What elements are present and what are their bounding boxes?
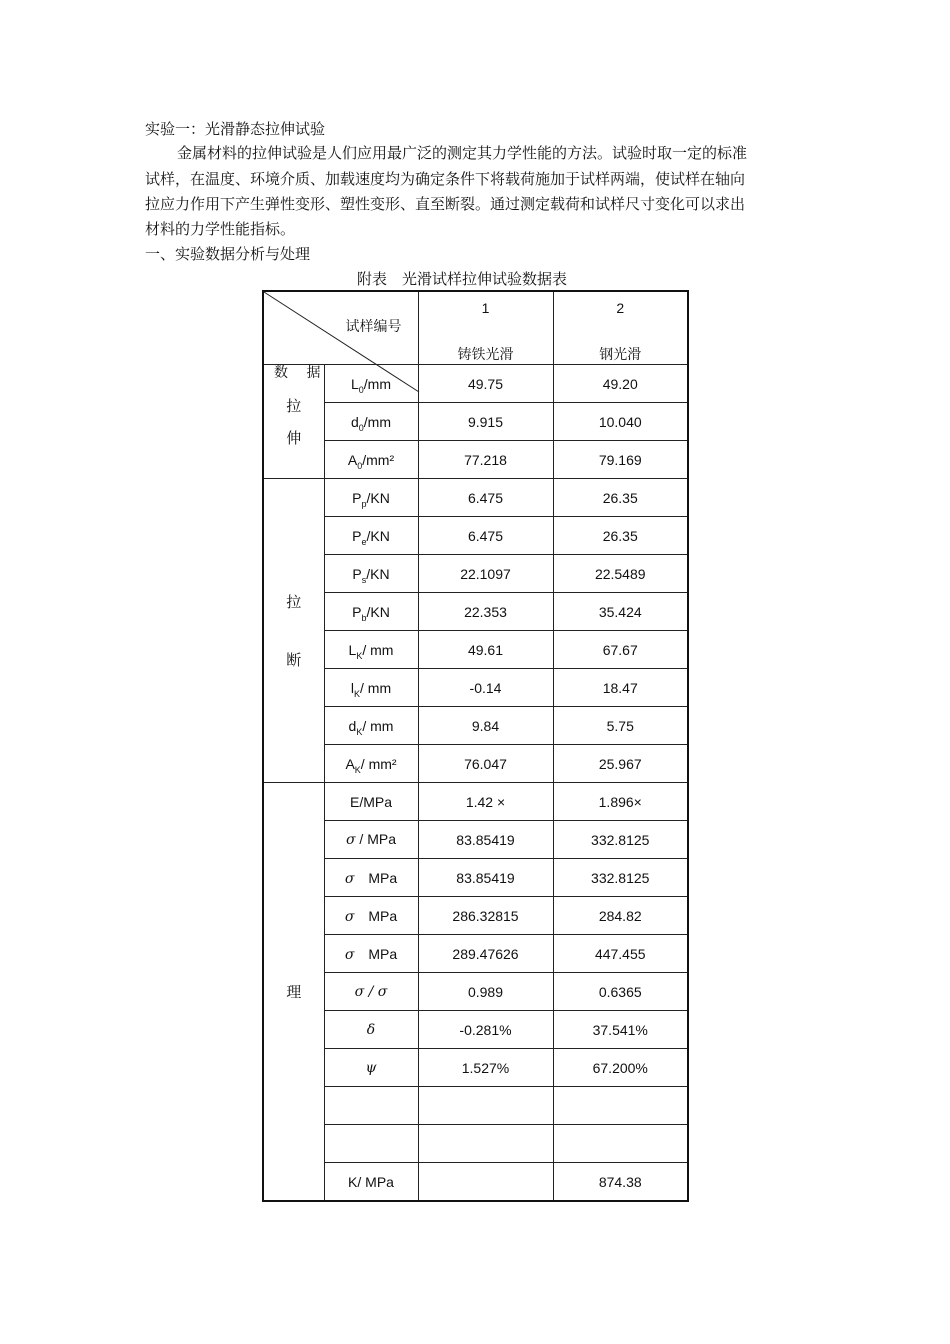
specimen-2-material: 钢光滑 — [599, 347, 642, 363]
quantity-cell — [324, 783, 418, 821]
value-cell-specimen-2: 447.455 — [553, 935, 688, 973]
quantity-unit: / mm² — [360, 755, 397, 772]
quantity-unit: /mm — [363, 375, 392, 392]
quantity-cell — [324, 517, 418, 555]
value-cell-specimen-1: 76.047 — [418, 745, 553, 783]
quantity-cell — [324, 935, 418, 973]
quantity-cell — [324, 973, 418, 1011]
table-row — [263, 631, 688, 669]
quantity-cell — [324, 821, 418, 859]
quantity-symbol: σ — [344, 908, 355, 925]
quantity-unit: /KN — [366, 603, 390, 620]
value-cell-specimen-2: 49.20 — [553, 365, 688, 403]
value-cell-specimen-1 — [418, 1125, 553, 1163]
value-cell-specimen-1: 77.218 — [418, 441, 553, 479]
value-cell-specimen-2: 67.67 — [553, 631, 688, 669]
group-label-process — [263, 783, 324, 1202]
specimen-1-header — [418, 291, 553, 365]
quantity-symbol: A — [345, 755, 355, 772]
quantity-subscript: p — [361, 498, 367, 509]
quantity-symbol: σ — [354, 984, 365, 1000]
value-cell-specimen-2: 332.8125 — [553, 821, 688, 859]
value-cell-specimen-1: 1.527% — [418, 1049, 553, 1087]
quantity-symbol: L — [348, 641, 357, 658]
value-cell-specimen-2: 0.6365 — [553, 973, 688, 1011]
quantity-subscript: 0 — [358, 422, 364, 433]
value-cell-specimen-1 — [418, 1087, 553, 1125]
quantity-symbol: d — [350, 413, 359, 430]
table-row — [263, 821, 688, 859]
value-cell-specimen-2: 18.47 — [553, 669, 688, 707]
quantity-cell — [324, 479, 418, 517]
value-cell-specimen-2: 5.75 — [553, 707, 688, 745]
diagonal-header-cell — [263, 291, 418, 381]
value-cell-specimen-2: 35.424 — [553, 593, 688, 631]
value-cell-specimen-2: 26.35 — [553, 479, 688, 517]
quantity-symbol: d — [348, 717, 357, 734]
quantity-symbol: E/MPa — [349, 793, 392, 810]
table-row — [263, 897, 688, 935]
quantity-unit: /mm — [363, 413, 392, 430]
data-label: 数 据 — [274, 365, 321, 381]
table-row — [263, 707, 688, 745]
table-row — [263, 555, 688, 593]
quantity-cell — [324, 1087, 418, 1125]
group-label-text: 断 — [286, 650, 302, 669]
quantity-unit: / σ — [364, 984, 388, 1000]
quantity-cell — [324, 403, 418, 441]
document-title: 实验一：光滑静态拉伸试验 — [145, 120, 326, 138]
value-cell-specimen-2 — [553, 1125, 688, 1163]
value-cell-specimen-1: 9.84 — [418, 707, 553, 745]
quantity-symbol: K/ MPa — [348, 1173, 394, 1190]
group-label-text: 拉 — [286, 396, 302, 415]
group-label-text: 理 — [286, 982, 302, 1001]
table-row — [263, 517, 688, 555]
quantity-cell — [324, 1125, 418, 1163]
quantity-unit: / mm — [362, 717, 394, 734]
quantity-symbol: ψ — [365, 1060, 377, 1076]
value-cell-specimen-2: 1.896× — [553, 783, 688, 821]
table-caption: 附表 光滑试样拉伸试验数据表 — [357, 270, 568, 288]
section-heading: 一、实验数据分析与处理 — [145, 245, 311, 263]
table-row — [263, 1087, 688, 1125]
quantity-cell — [324, 1163, 418, 1202]
group-label-text: 伸 — [286, 428, 302, 447]
value-cell-specimen-1: 0.989 — [418, 973, 553, 1011]
quantity-subscript: b — [361, 612, 367, 623]
specimen-1-number: 1 — [481, 300, 490, 316]
value-cell-specimen-1: 9.915 — [418, 403, 553, 441]
value-cell-specimen-1: 6.475 — [418, 517, 553, 555]
quantity-unit: /mm² — [362, 451, 395, 468]
table-row — [263, 441, 688, 479]
paragraph-line-2: 试样，在温度、环境介质、加载速度均为确定条件下将载荷施加于试样两端，使试样在轴向 — [145, 170, 746, 188]
value-cell-specimen-2: 10.040 — [553, 403, 688, 441]
specimen-2-header — [553, 291, 688, 365]
quantity-symbol: L — [350, 375, 359, 392]
table-row — [263, 1049, 688, 1087]
quantity-symbol: P — [352, 489, 362, 506]
value-cell-specimen-1: 83.85419 — [418, 859, 553, 897]
quantity-subscript: K — [356, 650, 363, 661]
group-label-break — [263, 479, 324, 783]
quantity-cell — [324, 669, 418, 707]
quantity-symbol: P — [352, 527, 362, 544]
quantity-cell — [324, 555, 418, 593]
quantity-unit: MPa — [354, 907, 398, 924]
value-cell-specimen-2: 26.35 — [553, 517, 688, 555]
value-cell-specimen-1: 22.1097 — [418, 555, 553, 593]
value-cell-specimen-2: 22.5489 — [553, 555, 688, 593]
quantity-symbol: P — [352, 565, 362, 582]
value-cell-specimen-1 — [418, 1163, 553, 1202]
table-header-row — [263, 291, 688, 365]
paragraph-line-3: 拉应力作用下产生弹性变形、塑性变形、直至断裂。通过测定载荷和试样尺寸变化可以求出 — [145, 195, 746, 213]
quantity-unit: /KN — [366, 565, 390, 582]
table-row — [263, 935, 688, 973]
quantity-cell — [324, 1011, 418, 1049]
quantity-unit: / mm — [362, 641, 394, 658]
tensile-data-table — [262, 290, 689, 1202]
value-cell-specimen-1: 49.61 — [418, 631, 553, 669]
value-cell-specimen-1: 83.85419 — [418, 821, 553, 859]
value-cell-specimen-1: 289.47626 — [418, 935, 553, 973]
paragraph-line-1: 金属材料的拉伸试验是人们应用最广泛的测定其力学性能的方法。试验时取一定的标准 — [177, 144, 748, 162]
table-row — [263, 859, 688, 897]
quantity-symbol: σ — [344, 946, 355, 963]
quantity-cell — [324, 897, 418, 935]
quantity-subscript: 0 — [358, 384, 364, 395]
table-row — [263, 479, 688, 517]
quantity-symbol: P — [352, 603, 362, 620]
value-cell-specimen-2: 67.200% — [553, 1049, 688, 1087]
quantity-symbol: δ — [366, 1022, 376, 1038]
quantity-cell — [324, 631, 418, 669]
quantity-subscript: e — [361, 536, 367, 547]
table-row — [263, 593, 688, 631]
table-row — [263, 669, 688, 707]
table-row — [263, 403, 688, 441]
quantity-symbol: σ — [345, 832, 356, 848]
quantity-subscript: K — [354, 764, 361, 775]
group-label-text: 拉 — [286, 592, 302, 611]
quantity-cell — [324, 859, 418, 897]
quantity-cell — [324, 441, 418, 479]
quantity-subscript: 0 — [357, 460, 363, 471]
table-row — [263, 1125, 688, 1163]
quantity-symbol: σ — [344, 870, 355, 887]
value-cell-specimen-2: 79.169 — [553, 441, 688, 479]
value-cell-specimen-1: 6.475 — [418, 479, 553, 517]
quantity-symbol: l — [350, 679, 354, 696]
quantity-subscript: K — [354, 688, 361, 699]
table-row — [263, 1163, 688, 1202]
value-cell-specimen-2: 332.8125 — [553, 859, 688, 897]
quantity-unit: /KN — [366, 527, 390, 544]
specimen-1-material: 铸铁光滑 — [457, 347, 514, 363]
quantity-unit: MPa — [354, 945, 398, 962]
paragraph-line-4: 材料的力学性能指标。 — [145, 220, 296, 238]
quantity-subscript: K — [356, 726, 363, 737]
value-cell-specimen-1: 286.32815 — [418, 897, 553, 935]
quantity-unit: / MPa — [355, 831, 397, 847]
value-cell-specimen-2: 37.541% — [553, 1011, 688, 1049]
value-cell-specimen-1: 49.75 — [418, 365, 553, 403]
quantity-cell — [324, 745, 418, 783]
value-cell-specimen-1: -0.281% — [418, 1011, 553, 1049]
quantity-unit: / mm — [360, 679, 392, 696]
quantity-symbol: A — [347, 451, 358, 468]
specimen-2-number: 2 — [616, 300, 625, 316]
table-row — [263, 783, 688, 821]
quantity-cell — [324, 707, 418, 745]
quantity-cell — [324, 593, 418, 631]
value-cell-specimen-1: -0.14 — [418, 669, 553, 707]
value-cell-specimen-2: 874.38 — [553, 1163, 688, 1202]
table-row — [263, 1011, 688, 1049]
quantity-cell — [324, 1049, 418, 1087]
specimen-number-label: 试样编号 — [345, 319, 402, 335]
table-row — [263, 973, 688, 1011]
value-cell-specimen-2 — [553, 1087, 688, 1125]
quantity-subscript: s — [361, 574, 367, 585]
value-cell-specimen-1: 22.353 — [418, 593, 553, 631]
quantity-unit: MPa — [354, 869, 398, 886]
value-cell-specimen-1: 1.42 × — [418, 783, 553, 821]
table-row — [263, 745, 688, 783]
quantity-unit: /KN — [366, 489, 390, 506]
value-cell-specimen-2: 25.967 — [553, 745, 688, 783]
value-cell-specimen-2: 284.82 — [553, 897, 688, 935]
